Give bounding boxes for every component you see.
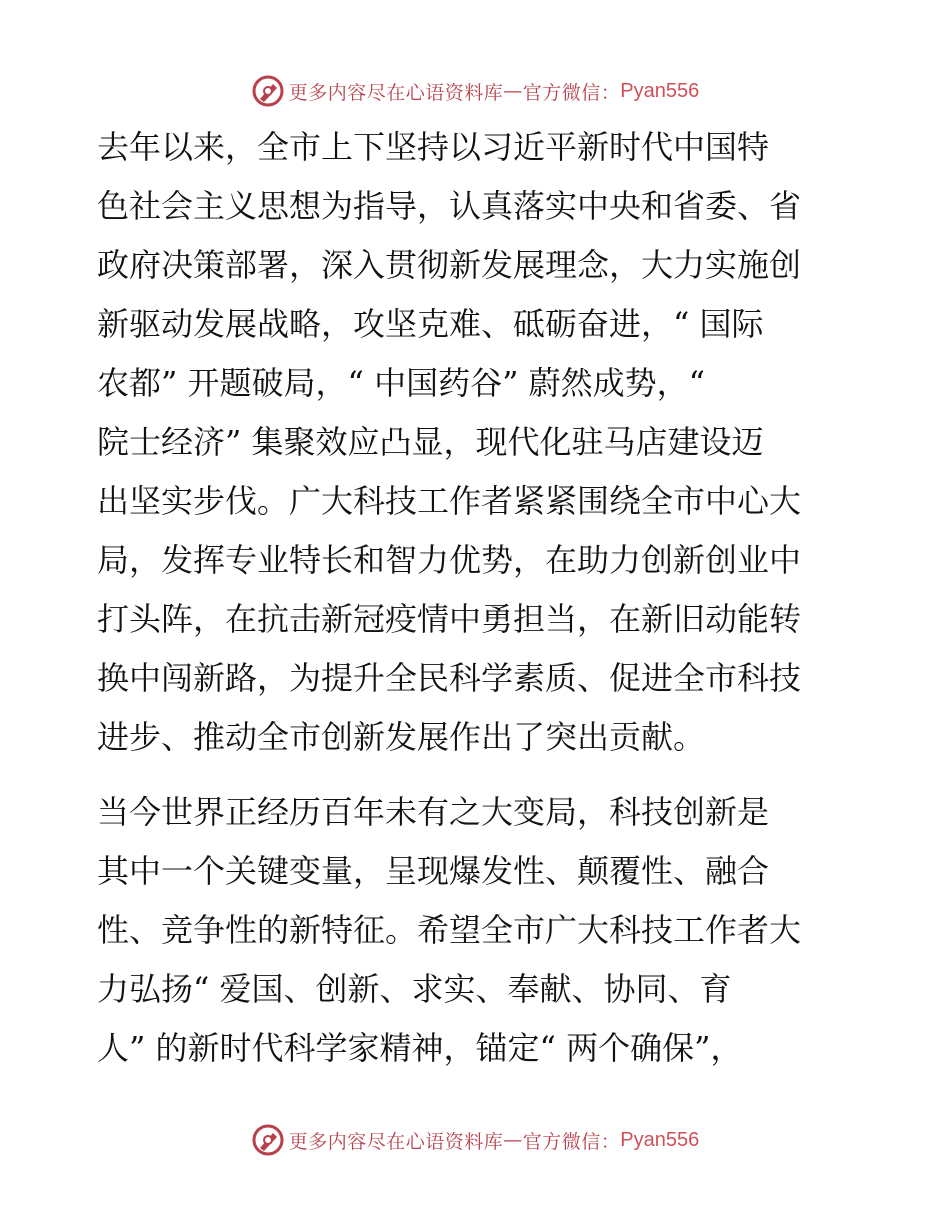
watermark-id: Pyan556: [620, 79, 700, 102]
text-line: 院士经济” 集聚效应凸显，现代化驻马店建设迈: [97, 423, 764, 461]
text-line: 政府决策部署，深入贯彻新发展理念，大力实施创: [97, 246, 802, 284]
text-line: 出坚实步伐。广大科技工作者紧紧围绕全市中心大: [97, 482, 802, 520]
text-line: 其中一个关键变量，呈现爆发性、颠覆性、融合: [97, 852, 770, 890]
watermark-id: Pyan556: [620, 1128, 700, 1151]
text-line: 人” 的新时代科学家精神，锚定“ 两个确保”，: [97, 1029, 743, 1067]
watermark-label: 官方微信：: [522, 1130, 621, 1153]
text-line: 力弘扬“ 爱国、创新、求实、奉献、协同、育: [97, 970, 732, 1008]
text-line: 新驱动发展战略，攻坚克难、砥砺奋进，“ 国际: [97, 305, 764, 343]
pen-logo-icon: [251, 1123, 285, 1157]
watermark-dash: —: [503, 1129, 523, 1151]
text-line: 当今世界正经历百年未有之大变局，科技创新是: [97, 793, 770, 831]
paragraph-2: [97, 783, 852, 1078]
text-line: 性、竞争性的新特征。希望全市广大科技工作者大: [97, 911, 802, 949]
paragraph-1: [97, 118, 852, 767]
header-watermark: [0, 71, 950, 111]
watermark-dash: —: [503, 80, 523, 102]
text-line: 换中闯新路，为提升全民科学素质、促进全市科技: [97, 659, 802, 697]
body-text: [97, 118, 852, 1078]
watermark-label: 官方微信：: [522, 81, 621, 104]
pen-logo-icon: [251, 74, 285, 108]
footer-watermark: [0, 1120, 950, 1160]
text-line: 局，发挥专业特长和智力优势，在助力创新创业中: [97, 541, 802, 579]
text-line: 去年以来，全市上下坚持以习近平新时代中国特: [97, 128, 770, 166]
text-line: 色社会主义思想为指导，认真落实中央和省委、省: [97, 187, 802, 225]
watermark-text: 更多内容尽在心语资料库: [288, 1130, 504, 1153]
watermark-text: 更多内容尽在心语资料库: [288, 81, 504, 104]
text-line: 农都” 开题破局，“ 中国药谷” 蔚然成势，“: [97, 364, 705, 402]
text-line: 进步、推动全市创新发展作出了突出贡献。: [97, 718, 706, 756]
text-line: 打头阵，在抗击新冠疫情中勇担当，在新旧动能转: [97, 600, 802, 638]
